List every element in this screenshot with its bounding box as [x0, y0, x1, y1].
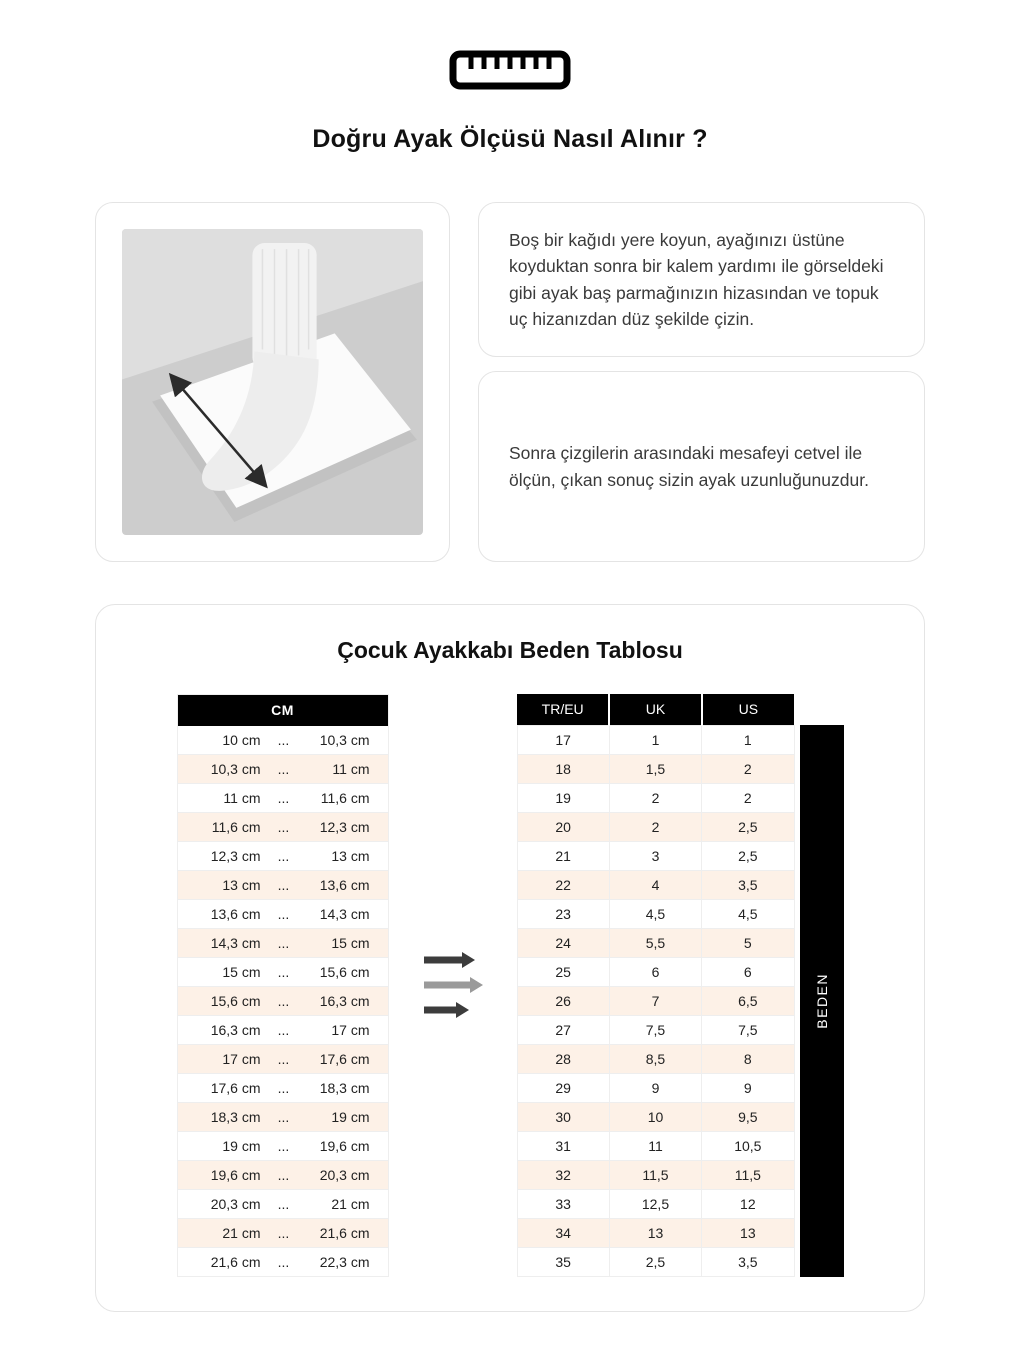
cm-cell-from: 17 cm [177, 1045, 271, 1074]
size-cell: 6 [702, 957, 794, 986]
size-cell: 11 [609, 1131, 701, 1160]
size-cell: 9,5 [702, 1102, 794, 1131]
size-cell: 2 [609, 812, 701, 841]
cm-cell-to: 19 cm [296, 1103, 388, 1132]
size-cell: 6 [609, 957, 701, 986]
size-table-body [517, 725, 794, 1277]
cm-table-row [177, 1074, 388, 1103]
size-cell: 7,5 [702, 1015, 794, 1044]
cm-cell-from: 19 cm [177, 1132, 271, 1161]
size-table-header-row [517, 694, 794, 725]
cm-cell-sep: ... [271, 871, 297, 900]
size-cell: 34 [517, 1218, 609, 1247]
cm-cell-to: 19,6 cm [296, 1132, 388, 1161]
cm-table-row [177, 784, 388, 813]
size-table [517, 694, 795, 1277]
cm-cell-sep: ... [271, 987, 297, 1016]
cm-table-row [177, 1016, 388, 1045]
size-cell: 24 [517, 928, 609, 957]
cm-cell-sep: ... [271, 1103, 297, 1132]
cm-table-row [177, 842, 388, 871]
cm-table-row [177, 871, 388, 900]
cm-cell-sep: ... [271, 1045, 297, 1074]
size-cell: 9 [609, 1073, 701, 1102]
cm-cell-from: 15 cm [177, 958, 271, 987]
beden-side-bar [800, 725, 844, 1277]
cm-cell-from: 10 cm [177, 726, 271, 755]
size-cell: 1,5 [609, 754, 701, 783]
size-cell: 9 [702, 1073, 794, 1102]
cm-cell-to: 22,3 cm [296, 1248, 388, 1277]
size-table-row [517, 899, 794, 928]
size-cell: 2,5 [702, 812, 794, 841]
cm-cell-to: 20,3 cm [296, 1161, 388, 1190]
cm-table-header: CM [177, 695, 388, 726]
cm-table-row [177, 1103, 388, 1132]
size-cell: 2 [702, 783, 794, 812]
size-cell: 2 [609, 783, 701, 812]
cm-cell-from: 19,6 cm [177, 1161, 271, 1190]
cm-cell-sep: ... [271, 1016, 297, 1045]
size-table-row [517, 812, 794, 841]
cm-table-body [177, 726, 388, 1277]
instruction-card-1 [478, 202, 925, 357]
size-cell: 2 [702, 754, 794, 783]
cm-cell-to: 13,6 cm [296, 871, 388, 900]
size-cell: 10,5 [702, 1131, 794, 1160]
size-cell: 18 [517, 754, 609, 783]
size-cell: 35 [517, 1247, 609, 1276]
transfer-arrows-icon [389, 694, 517, 1277]
size-table-row [517, 1044, 794, 1073]
size-table-row [517, 841, 794, 870]
page-title: Doğru Ayak Ölçüsü Nasıl Alınır ? [312, 125, 708, 153]
cm-cell-sep: ... [271, 1161, 297, 1190]
how-to-section [0, 202, 1020, 562]
cm-cell-to: 13 cm [296, 842, 388, 871]
cm-cell-to: 21,6 cm [296, 1219, 388, 1248]
size-table-row [517, 725, 794, 754]
cm-cell-to: 12,3 cm [296, 813, 388, 842]
size-table-row [517, 986, 794, 1015]
cm-cell-to: 14,3 cm [296, 900, 388, 929]
size-cell: 30 [517, 1102, 609, 1131]
cm-cell-to: 16,3 cm [296, 987, 388, 1016]
cm-cell-from: 11 cm [177, 784, 271, 813]
size-cell: 5 [702, 928, 794, 957]
size-cell: 8 [702, 1044, 794, 1073]
size-cell: 21 [517, 841, 609, 870]
cm-cell-sep: ... [271, 1132, 297, 1161]
cm-cell-sep: ... [271, 842, 297, 871]
size-table-row [517, 1102, 794, 1131]
cm-cell-to: 10,3 cm [296, 726, 388, 755]
instruction-text-2: Sonra çizgilerin arasındaki mesafeyi cetvel ile ölçün, çıkan sonuç sizin ayak uzunluğunuzdur. [509, 443, 869, 490]
size-cell: 6,5 [702, 986, 794, 1015]
size-cell: 2,5 [609, 1247, 701, 1276]
size-cell: 12 [702, 1189, 794, 1218]
size-table-header-us: US [702, 694, 794, 725]
cm-cell-to: 15,6 cm [296, 958, 388, 987]
size-chart-tables [114, 694, 906, 1277]
size-cell: 7 [609, 986, 701, 1015]
size-cell: 22 [517, 870, 609, 899]
cm-cell-sep: ... [271, 1074, 297, 1103]
foot-photo-card [95, 202, 450, 562]
instruction-text-1: Boş bir kağıdı yere koyun, ayağınızı üstüne koyduktan sonra bir kalem yardımı ile görseldeki gibi ayak baş parmağınızın hizasından ve topuk uç hizanızdan düz şekilde çizin. [509, 230, 884, 329]
size-cell: 3 [609, 841, 701, 870]
size-table-row [517, 1160, 794, 1189]
cm-table-row [177, 987, 388, 1016]
cm-cell-to: 11,6 cm [296, 784, 388, 813]
beden-label: BEDEN [813, 973, 830, 1029]
cm-table-row [177, 755, 388, 784]
size-cell: 28 [517, 1044, 609, 1073]
size-cell: 31 [517, 1131, 609, 1160]
size-cell: 33 [517, 1189, 609, 1218]
cm-cell-from: 13 cm [177, 871, 271, 900]
cm-table-row [177, 1190, 388, 1219]
size-cell: 8,5 [609, 1044, 701, 1073]
size-cell: 27 [517, 1015, 609, 1044]
size-cell: 20 [517, 812, 609, 841]
size-table-row [517, 957, 794, 986]
cm-cell-sep: ... [271, 755, 297, 784]
size-cell: 13 [609, 1218, 701, 1247]
size-cell: 29 [517, 1073, 609, 1102]
cm-table-row [177, 900, 388, 929]
cm-cell-to: 18,3 cm [296, 1074, 388, 1103]
size-table-row [517, 1015, 794, 1044]
size-table-group [517, 694, 844, 1277]
size-cell: 26 [517, 986, 609, 1015]
cm-cell-to: 15 cm [296, 929, 388, 958]
cm-table-row [177, 726, 388, 755]
cm-table-row [177, 1132, 388, 1161]
cm-table-row [177, 1161, 388, 1190]
instruction-card-2 [478, 371, 925, 562]
ruler-icon [449, 50, 571, 95]
size-cell: 4,5 [609, 899, 701, 928]
size-table-row [517, 1131, 794, 1160]
cm-cell-sep: ... [271, 726, 297, 755]
cm-cell-from: 10,3 cm [177, 755, 271, 784]
size-cell: 4 [609, 870, 701, 899]
size-cell: 11,5 [609, 1160, 701, 1189]
cm-cell-sep: ... [271, 900, 297, 929]
size-cell: 23 [517, 899, 609, 928]
cm-cell-sep: ... [271, 929, 297, 958]
size-cell: 1 [609, 725, 701, 754]
size-table-row [517, 928, 794, 957]
ruler-icon-wrap [0, 0, 1020, 95]
cm-cell-sep: ... [271, 958, 297, 987]
size-cell: 12,5 [609, 1189, 701, 1218]
foot-measurement-photo [122, 229, 423, 535]
cm-table [177, 694, 389, 1277]
size-table-row [517, 1189, 794, 1218]
cm-cell-sep: ... [271, 1219, 297, 1248]
size-cell: 3,5 [702, 1247, 794, 1276]
cm-table-row [177, 1248, 388, 1277]
cm-cell-to: 17,6 cm [296, 1045, 388, 1074]
size-table-header-uk: UK [609, 694, 701, 725]
size-cell: 7,5 [609, 1015, 701, 1044]
size-cell: 4,5 [702, 899, 794, 928]
size-chart-card [95, 604, 925, 1312]
size-table-row [517, 1247, 794, 1276]
size-cell: 19 [517, 783, 609, 812]
size-table-header-treu: TR/EU [517, 694, 609, 725]
size-cell: 3,5 [702, 870, 794, 899]
cm-cell-from: 20,3 cm [177, 1190, 271, 1219]
size-cell: 10 [609, 1102, 701, 1131]
cm-table-row [177, 1219, 388, 1248]
size-table-row [517, 754, 794, 783]
size-table-row [517, 870, 794, 899]
cm-table-row [177, 813, 388, 842]
size-chart-title: Çocuk Ayakkabı Beden Tablosu [337, 637, 683, 663]
size-cell: 17 [517, 725, 609, 754]
cm-cell-from: 14,3 cm [177, 929, 271, 958]
cm-cell-sep: ... [271, 813, 297, 842]
cm-cell-sep: ... [271, 1248, 297, 1277]
cm-cell-from: 21 cm [177, 1219, 271, 1248]
size-cell: 1 [702, 725, 794, 754]
cm-cell-to: 11 cm [296, 755, 388, 784]
size-cell: 11,5 [702, 1160, 794, 1189]
instruction-column [478, 202, 925, 562]
size-cell: 2,5 [702, 841, 794, 870]
cm-cell-sep: ... [271, 784, 297, 813]
cm-cell-to: 17 cm [296, 1016, 388, 1045]
size-table-row [517, 1218, 794, 1247]
cm-cell-from: 18,3 cm [177, 1103, 271, 1132]
cm-cell-from: 16,3 cm [177, 1016, 271, 1045]
cm-cell-from: 15,6 cm [177, 987, 271, 1016]
cm-table-row [177, 958, 388, 987]
size-table-row [517, 783, 794, 812]
cm-cell-from: 21,6 cm [177, 1248, 271, 1277]
size-cell: 25 [517, 957, 609, 986]
size-table-row [517, 1073, 794, 1102]
cm-cell-to: 21 cm [296, 1190, 388, 1219]
cm-table-row [177, 929, 388, 958]
cm-cell-from: 11,6 cm [177, 813, 271, 842]
size-cell: 5,5 [609, 928, 701, 957]
cm-cell-sep: ... [271, 1190, 297, 1219]
cm-table-row [177, 1045, 388, 1074]
size-cell: 32 [517, 1160, 609, 1189]
cm-cell-from: 12,3 cm [177, 842, 271, 871]
cm-table-header-row [177, 695, 388, 726]
size-cell: 13 [702, 1218, 794, 1247]
cm-cell-from: 17,6 cm [177, 1074, 271, 1103]
cm-cell-from: 13,6 cm [177, 900, 271, 929]
